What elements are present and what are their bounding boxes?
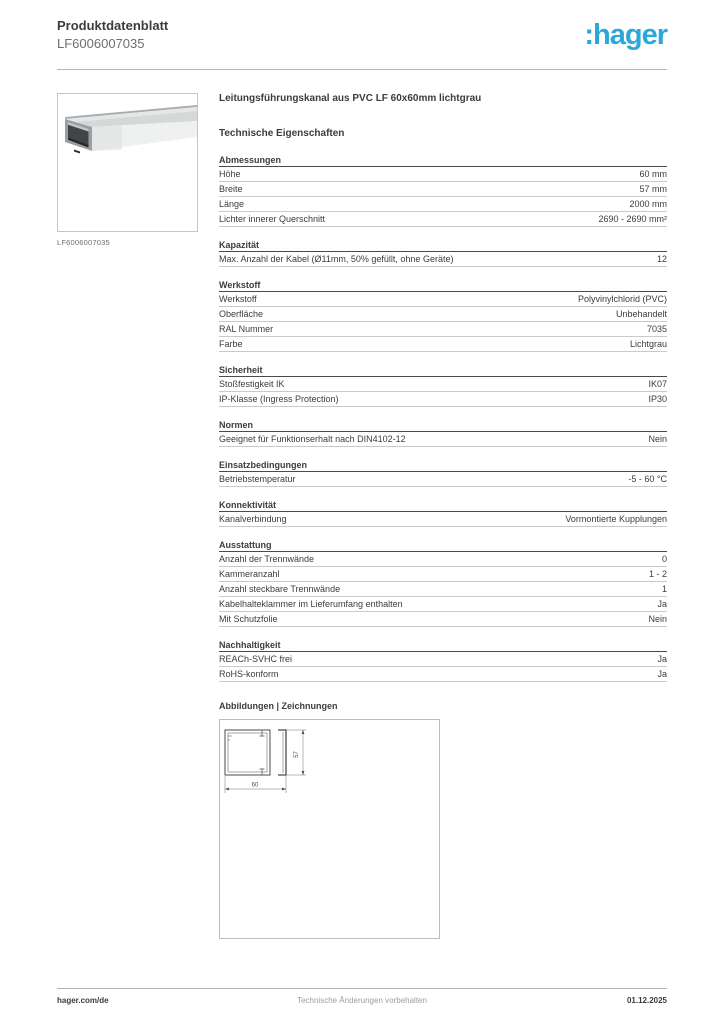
spec-row xyxy=(219,212,667,227)
spec-row-label: IP-Klasse (Ingress Protection) xyxy=(219,394,339,404)
spec-section xyxy=(219,640,667,682)
spec-row-value: Ja xyxy=(657,669,667,679)
spec-section-title: Kapazität xyxy=(219,240,667,252)
spec-row-label: RAL Nummer xyxy=(219,324,274,334)
spec-row-label: Lichter innerer Querschnitt xyxy=(219,214,326,224)
spec-section xyxy=(219,365,667,407)
spec-row-label: Oberfläche xyxy=(219,309,264,319)
spec-row-value: Lichtgrau xyxy=(629,339,667,349)
spec-row xyxy=(219,567,667,582)
spec-row xyxy=(219,597,667,612)
page-header xyxy=(57,17,667,52)
footer-divider xyxy=(57,988,667,989)
spec-row xyxy=(219,292,667,307)
spec-row-label: Höhe xyxy=(219,169,241,179)
spec-row xyxy=(219,322,667,337)
spec-section xyxy=(219,540,667,627)
footer-row xyxy=(57,996,667,1006)
main-content xyxy=(57,93,667,939)
spec-row-value: Unbehandelt xyxy=(615,309,667,319)
spec-row xyxy=(219,652,667,667)
spec-row-label: Breite xyxy=(219,184,243,194)
spec-row xyxy=(219,252,667,267)
spec-row-label: Anzahl steckbare Trennwände xyxy=(219,584,341,594)
spec-section xyxy=(219,460,667,487)
product-image-column xyxy=(57,93,219,247)
spec-row-value: IK07 xyxy=(648,379,667,389)
spec-sections xyxy=(219,155,667,682)
spec-row-label: Mit Schutzfolie xyxy=(219,614,278,624)
spec-row xyxy=(219,337,667,352)
spec-row-value: 2000 mm xyxy=(629,199,667,209)
spec-row-value: 1 xyxy=(661,584,667,594)
spec-row-label: REACh-SVHC frei xyxy=(219,654,293,664)
spec-row-value: IP30 xyxy=(648,394,667,404)
spec-row-value: Ja xyxy=(657,654,667,664)
width-dimension-label: 60 xyxy=(251,782,259,789)
spec-row-value: 12 xyxy=(656,254,667,264)
spec-row xyxy=(219,432,667,447)
spec-row xyxy=(219,472,667,487)
document-title: Produktdatenblatt xyxy=(57,18,169,33)
spec-row-label: Kanalverbindung xyxy=(219,514,287,524)
spec-row xyxy=(219,512,667,527)
product-photo xyxy=(57,93,198,232)
spec-section-title: Konnektivität xyxy=(219,500,667,512)
spec-row-label: Geeignet für Funktionserhalt nach DIN4102-12 xyxy=(219,434,406,444)
spec-row-label: Kabelhalteklammer im Lieferumfang enthalten xyxy=(219,599,403,609)
spec-row-value: Nein xyxy=(648,434,667,444)
spec-section xyxy=(219,280,667,352)
spec-row-label: Farbe xyxy=(219,339,243,349)
height-dimension-label: 57 xyxy=(294,751,300,758)
spec-row xyxy=(219,552,667,567)
product-title: Leitungsführungskanal aus PVC LF 60x60mm lichtgrau xyxy=(219,93,482,104)
spec-section xyxy=(219,420,667,447)
drawings-heading: Abbildungen | Zeichnungen xyxy=(219,701,338,711)
spec-row-value: Nein xyxy=(648,614,667,624)
spec-row xyxy=(219,197,667,212)
article-number: LF6006007035 xyxy=(57,35,145,51)
spec-section xyxy=(219,500,667,527)
footer-disclaimer: Technische Änderungen vorbehalten xyxy=(297,996,427,1005)
spec-section-title: Nachhaltigkeit xyxy=(219,640,667,652)
spec-section-title: Ausstattung xyxy=(219,540,667,552)
spec-column xyxy=(219,93,667,939)
footer-website: hager.com/de xyxy=(57,996,109,1005)
spec-section-title: Werkstoff xyxy=(219,280,667,292)
spec-row-value: Vormontierte Kupplungen xyxy=(565,514,667,524)
cable-duct-photo-graphic xyxy=(58,94,197,231)
spec-section-title: Einsatzbedingungen xyxy=(219,460,667,472)
spec-row-value: 57 mm xyxy=(639,184,667,194)
header-divider xyxy=(57,69,667,70)
spec-row xyxy=(219,182,667,197)
technical-drawing xyxy=(219,719,440,939)
spec-row-value: -5 - 60 °C xyxy=(628,474,667,484)
spec-row xyxy=(219,392,667,407)
spec-section-title: Normen xyxy=(219,420,667,432)
hager-logo: :hager xyxy=(584,19,667,51)
technical-properties-heading: Technische Eigenschaften xyxy=(219,128,345,139)
header-titles xyxy=(57,17,168,52)
spec-row-label: Kammeranzahl xyxy=(219,569,280,579)
spec-row xyxy=(219,377,667,392)
spec-row xyxy=(219,167,667,182)
spec-row xyxy=(219,582,667,597)
cross-section-drawing-graphic xyxy=(222,723,322,805)
spec-row-value: 1 - 2 xyxy=(648,569,667,579)
spec-row xyxy=(219,307,667,322)
spec-row-value: 7035 xyxy=(646,324,667,334)
spec-row-label: RoHS-konform xyxy=(219,669,279,679)
spec-row-label: Werkstoff xyxy=(219,294,257,304)
page-footer xyxy=(57,988,667,1006)
spec-row-label: Betriebstemperatur xyxy=(219,474,296,484)
spec-row-value: 60 mm xyxy=(639,169,667,179)
spec-row-value: 2690 - 2690 mm² xyxy=(598,214,667,224)
spec-row-value: Ja xyxy=(657,599,667,609)
spec-row-value: 0 xyxy=(661,554,667,564)
footer-date: 01.12.2025 xyxy=(626,996,667,1005)
spec-row-label: Max. Anzahl der Kabel (Ø11mm, 50% gefüllt, ohne Geräte) xyxy=(219,254,454,264)
spec-section xyxy=(219,155,667,227)
product-image-caption: LF6006007035 xyxy=(57,238,110,247)
spec-row-label: Stoßfestigkeit IK xyxy=(219,379,285,389)
spec-row-value: Polyvinylchlorid (PVC) xyxy=(577,294,667,304)
spec-row xyxy=(219,612,667,627)
spec-section xyxy=(219,240,667,267)
spec-row xyxy=(219,667,667,682)
spec-row-label: Länge xyxy=(219,199,245,209)
spec-row-label: Anzahl der Trennwände xyxy=(219,554,315,564)
spec-section-title: Sicherheit xyxy=(219,365,667,377)
spec-section-title: Abmessungen xyxy=(219,155,667,167)
